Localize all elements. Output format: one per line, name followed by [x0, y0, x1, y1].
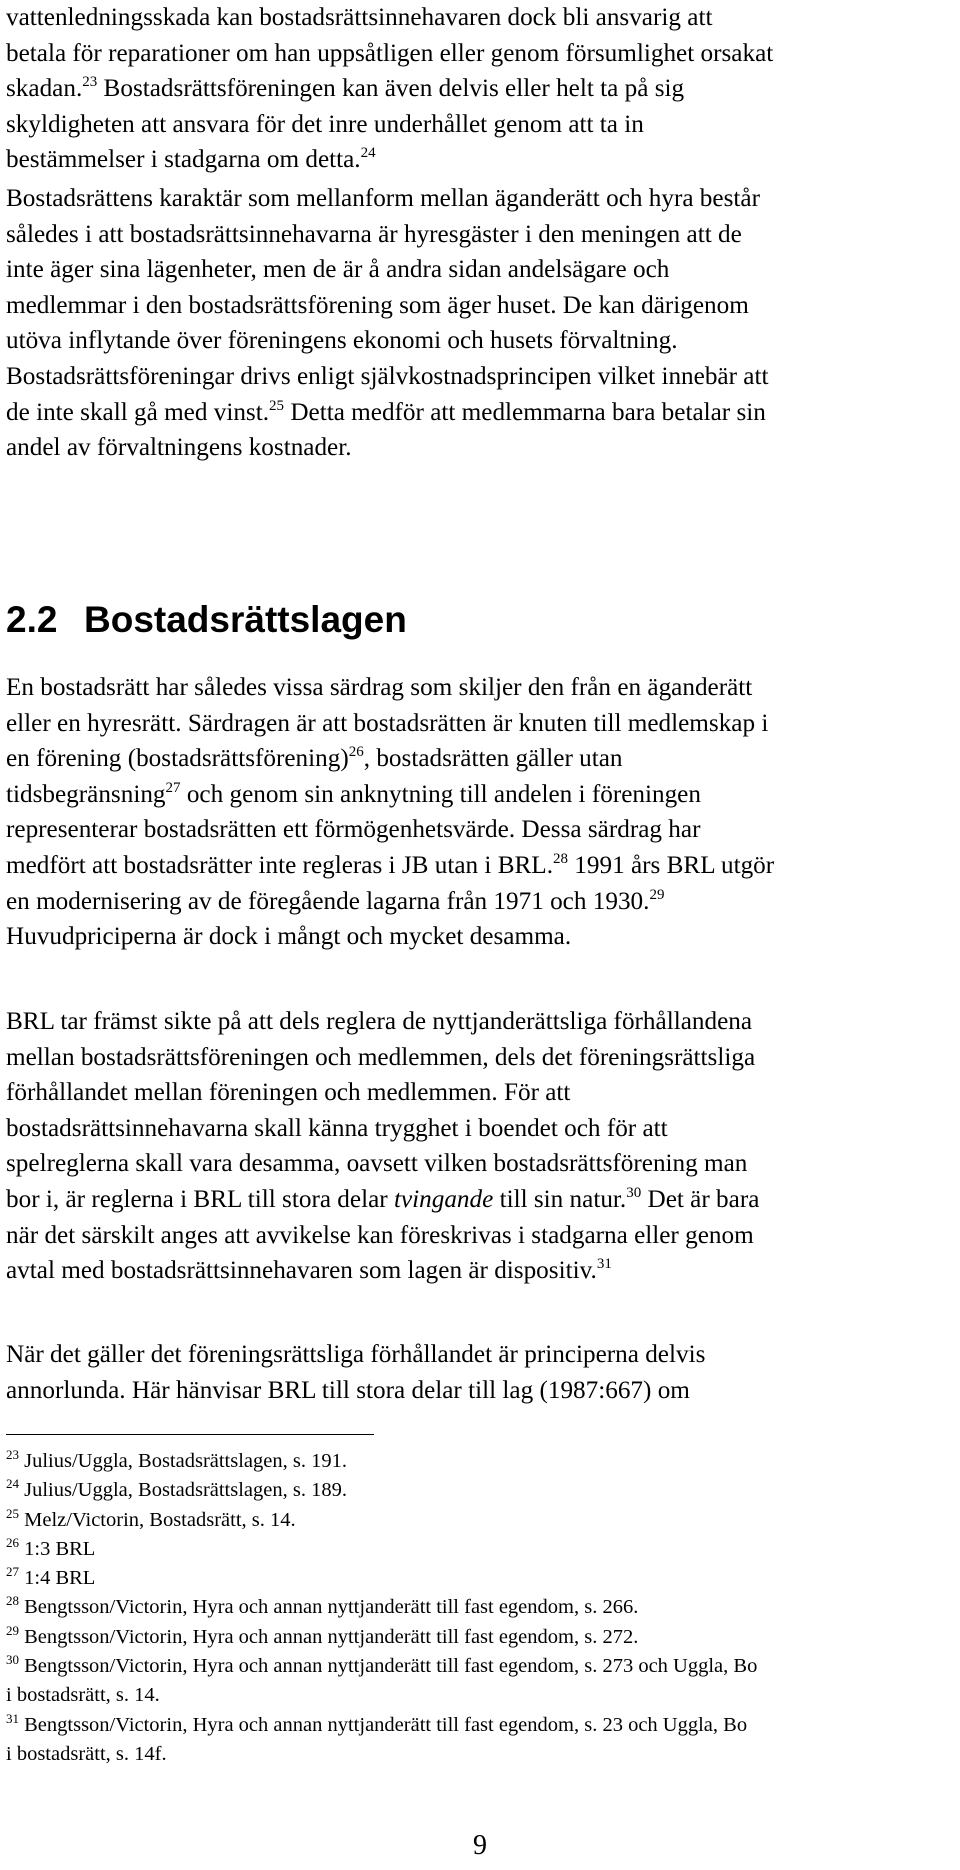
- text-line: avtal med bostadsrättsinnehavaren som lagen är dispositiv.$^{31}$: [6, 1256, 612, 1285]
- emphasis: tvingande: [393, 1185, 494, 1213]
- footnote-ref[interactable]: 26: [348, 744, 364, 761]
- text-line: medfört att bostadsrätter inte regleras i JB utan i BRL.$^{28}$ 1991 års BRL utgör: [6, 850, 775, 879]
- text-line: BRL tar främst sikte på att dels reglera de nyttjanderättsliga förhållandena: [6, 1008, 753, 1035]
- footnote-ref[interactable]: 24: [360, 145, 376, 162]
- footnote-ref[interactable]: 30: [626, 1184, 642, 1201]
- text-line: således i att bostadsrättsinnehavarna är hyresgäster i den meningen att de: [6, 220, 742, 248]
- paragraph-foreningsrattsliga: [6, 1337, 956, 1408]
- paragraph-sardrag: [6, 670, 956, 955]
- section-number: 2.2: [6, 599, 58, 640]
- footnote: $^{23}$ Julius/Uggla, Bostadsrättslagen, s. 191.: [6, 1447, 347, 1472]
- text-line: skyldigheten att ansvara för det inre underhållet genom att ta in: [6, 110, 644, 138]
- text-line: förhållandet mellan föreningen och medlemmen. För att: [6, 1079, 571, 1107]
- text-line: eller en hyresrätt. Särdragen är att bostadsrätten är knuten till medlemskap i: [6, 709, 769, 737]
- text-line: medlemmar i den bostadsrättsförening som äger huset. De kan därigenom: [6, 291, 749, 319]
- text-line: vattenledningsskada kan bostadsrättsinnehavaren dock bli ansvarig att: [6, 4, 713, 31]
- text-line: utöva inflytande över föreningens ekonomi och husets förvaltning.: [6, 327, 678, 355]
- text-line: de inte skall gå med vinst.$^{25}$ Detta medför att medlemmarna bara betalar sin: [6, 397, 766, 426]
- text-line: mellan bostadsrättsföreningen och medlemmen, dels det föreningsrättsliga: [6, 1043, 756, 1071]
- paragraph-continued: [6, 0, 956, 178]
- footnotes: [6, 1447, 956, 1769]
- text-line: skadan.$^{23}$ Bostadsrättsföreningen kan även delvis eller helt ta på sig: [6, 74, 685, 103]
- footnote-continued: i bostadsrätt, s. 14f.: [6, 1742, 167, 1765]
- text-line: bor i, är reglerna i BRL till stora delar tvingande till sin natur.$^{30}$ Det är bara: [6, 1184, 760, 1213]
- text-line: bestämmelser i stadgarna om detta.$^{24}$: [6, 145, 376, 174]
- text-line: betala för reparationer om han uppsåtligen eller genom försumlighet orsakat: [6, 39, 774, 67]
- text-line: en förening (bostadsrättsförening)$^{26}$, bostadsrätten gäller utan: [6, 744, 623, 773]
- footnote-ref[interactable]: 28: [553, 850, 568, 867]
- text-line: en modernisering av de föregående lagarna från 1971 och 1930.29: [6, 886, 665, 915]
- footnote-ref[interactable]: 25: [269, 397, 285, 414]
- page-number: 9: [473, 1830, 487, 1861]
- footnote: $^{27}$ 1:4 BRL: [6, 1564, 96, 1590]
- footnote-continued: i bostadsrätt, s. 14.: [6, 1684, 160, 1707]
- footnote-ref[interactable]: 23: [82, 74, 98, 91]
- text-line: Bostadsrättens karaktär som mellanform mellan äganderätt och hyra består: [6, 185, 760, 212]
- text-line: bostadsrättsinnehavarna skall känna trygghet i boendet och för att: [6, 1114, 668, 1142]
- footnote: $^{24}$ Julius/Uggla, Bostadsrättslagen, s. 189.: [6, 1476, 347, 1502]
- text-line: när det särskilt anges att avvikelse kan föreskrivas i stadgarna eller genom: [6, 1221, 754, 1249]
- text-line: tidsbegränsning$^{27}$ och genom sin anknytning till andelen i föreningen: [6, 779, 701, 808]
- footnote-ref[interactable]: 27: [165, 779, 181, 796]
- text-line: spelreglerna skall vara desamma, oavsett vilken bostadsrättsförening man: [6, 1150, 748, 1178]
- footnote: $^{28}$ Bengtsson/Victorin, Hyra och annan nyttjanderätt till fast egendom, s. 266.: [6, 1593, 639, 1619]
- text-line: representerar bostadsrätten ett förmögenhetsvärde. Dessa särdrag har: [6, 816, 701, 844]
- paragraph-brl: [6, 1004, 956, 1289]
- paragraph-mellanform: [6, 181, 956, 466]
- text-line: annorlunda. Här hänvisar BRL till stora delar till lag (1987:667) om: [6, 1376, 690, 1404]
- text-line: Huvudpriciperna är dock i mångt och mycket desamma.: [6, 923, 572, 951]
- footnote-ref[interactable]: 31: [596, 1256, 612, 1273]
- section-title: Bostadsrättslagen: [84, 599, 407, 640]
- text-line: andel av förvaltningens kostnader.: [6, 434, 352, 462]
- footnote: $^{31}$ Bengtsson/Victorin, Hyra och annan nyttjanderätt till fast egendom, s. 23 och Uggla, Bo: [6, 1710, 748, 1736]
- text-line: En bostadsrätt har således vissa särdrag som skiljer den från en äganderätt: [6, 674, 753, 701]
- footnote: $^{26}$ 1:3 BRL: [6, 1534, 96, 1560]
- footnote-ref[interactable]: 29: [649, 886, 665, 903]
- text-line: Bostadsrättsföreningar drivs enligt självkostnadsprincipen vilket innebär att: [6, 362, 769, 390]
- footnote: $^{29}$ Bengtsson/Victorin, Hyra och annan nyttjanderätt till fast egendom, s. 272.: [6, 1622, 639, 1648]
- section-heading: [6, 598, 407, 642]
- text-line: När det gäller det föreningsrättsliga förhållandet är principerna delvis: [6, 1341, 706, 1368]
- footnote-separator: [6, 1434, 374, 1435]
- footnote: $^{25}$ Melz/Victorin, Bostadsrätt, s. 14.: [6, 1505, 296, 1531]
- text-line: inte äger sina lägenheter, men de är å andra sidan andelsägare och: [6, 256, 670, 284]
- footnote: $^{30}$ Bengtsson/Victorin, Hyra och annan nyttjanderätt till fast egendom, s. 273 och Uggla, Bo: [6, 1652, 758, 1678]
